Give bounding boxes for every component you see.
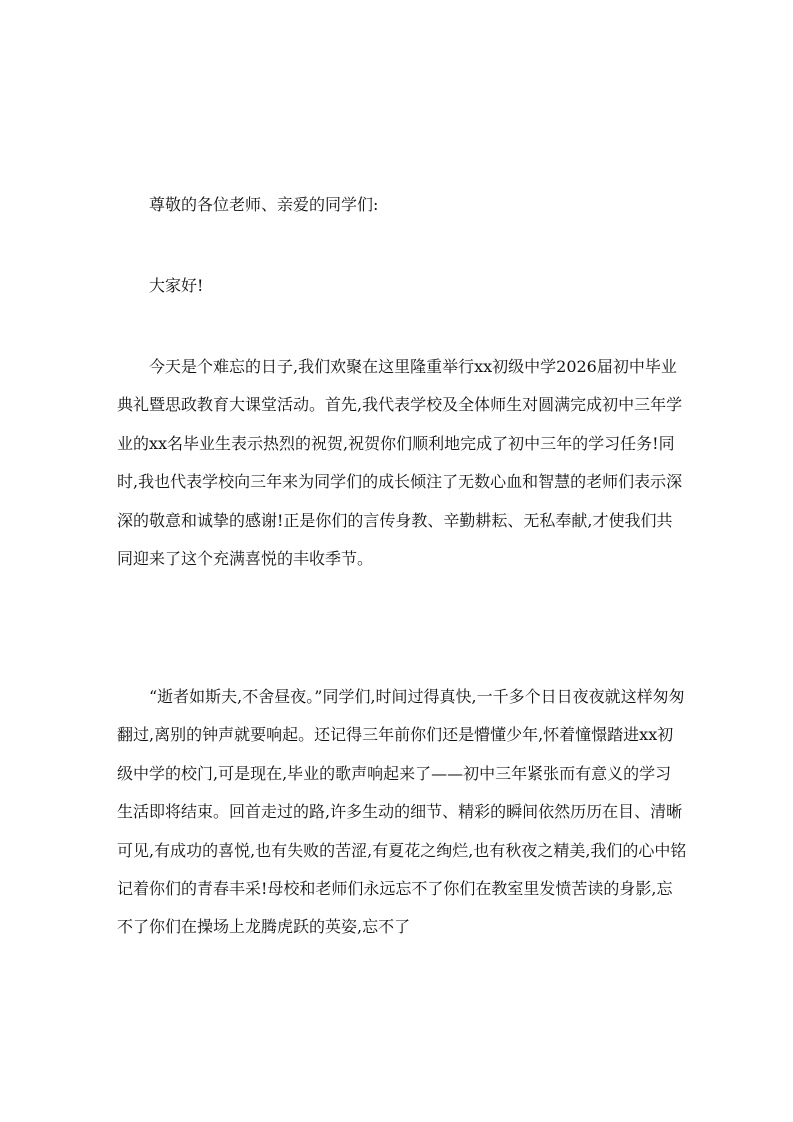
greeting-text: 大家好! — [149, 276, 204, 295]
paragraph-1: 今天是个难忘的日子,我们欢聚在这里隆重举行xx初级中学2026届初中毕业典礼暨思政教育大课堂活动。首先,我代表学校及全体师生对圆满完成初中三年学业的xx名毕业生表示热烈的祝贺,祝贺你们顺利地完成了初中三年的学习任务!同时,我也代表学校向三年来为同学们的成长倾注了无数心血和智慧的老师们表示深深的敬意和诚挚的感谢!正是你们的言传身教、辛勤耕耘、无私奉献,才使我们共同迎来了这个充满喜悦的丰收季节。 — [117, 357, 683, 569]
paragraph-2-block — [117, 678, 687, 947]
salutation-block — [117, 186, 687, 224]
greeting-block — [117, 267, 687, 305]
paragraph-2: “逝者如斯夫,不舍昼夜。”同学们,时间过得真快,一千多个日日夜夜就这样匆匆翻过,离别的钟声就要响起。还记得三年前你们还是懵懂少年,怀着憧憬踏进xx初级中学的校门,可是现在,毕业的歌声响起来了——初中三年紧张而有意义的学习生活即将结束。回首走过的路,许多生动的细节、精彩的瞬间依然历历在目、清晰可见,有成功的喜悦,也有失败的苦涩,有夏花之绚烂,也有秋夜之精美,我们的心中铭记着你们的青春丰采!母校和老师们永远忘不了你们在教室里发愤苦读的身影,忘不了你们在操场上龙腾虎跃的英姿,忘不了 — [117, 687, 687, 937]
paragraph-1-block — [117, 348, 687, 578]
salutation-text: 尊敬的各位老师、亲爱的同学们: — [149, 195, 379, 214]
